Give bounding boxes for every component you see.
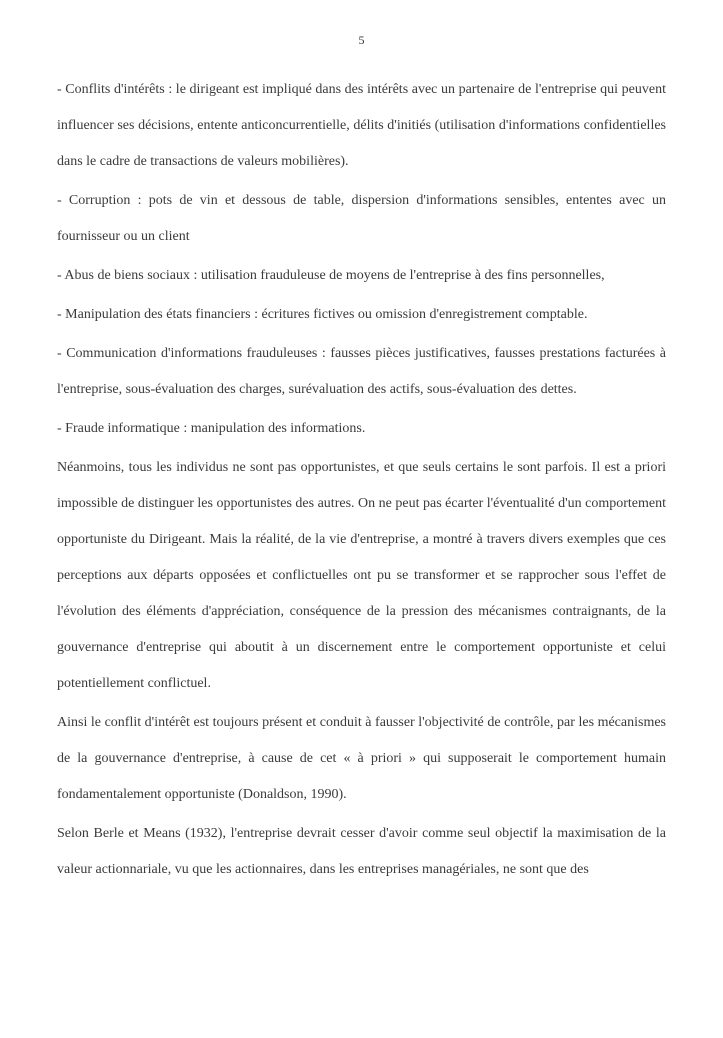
document-body bbox=[57, 72, 666, 891]
paragraph-manipulation-etats: - Manipulation des états financiers : écritures fictives ou omission d'enregistrement comptable. bbox=[57, 307, 588, 322]
paragraph-conflits-interets: - Conflits d'intérêts : le dirigeant est impliqué dans des intérêts avec un partenaire de l'entreprise qui peuvent influencer ses décisions, entente anticoncurrentielle, délits d'initiés (utilisation d'informations confidentielles dans le cadre de transactions de valeurs mobilières). bbox=[57, 82, 666, 169]
page-number: 5 bbox=[358, 33, 365, 47]
paragraph-neanmoins: Néanmoins, tous les individus ne sont pas opportunistes, et que seuls certains le sont parfois. Il est a priori impossible de distinguer les opportunistes des autres. On ne peut pas écarter l'éventualité d'un comportement opportuniste du Dirigeant. Mais la réalité, de la vie d'entreprise, a montré à travers divers exemples que ces perceptions aux départs opposées et conflictuelles ont pu se transformer et se rapprocher sous l'effet de l'évolution des éléments d'appréciation, conséquence de la pression des mécanismes contraignants, de la gouvernance d'entreprise qui aboutit à un discernement entre le comportement opportuniste et celui potentiellement conflictuel. bbox=[57, 460, 666, 691]
paragraph-fraude-informatique: - Fraude informatique : manipulation des informations. bbox=[57, 421, 366, 436]
paragraph-abus-biens-sociaux: - Abus de biens sociaux : utilisation frauduleuse de moyens de l'entreprise à des fins personnelles, bbox=[57, 268, 605, 283]
paragraph-corruption: - Corruption : pots de vin et dessous de table, dispersion d'informations sensibles, ententes avec un fournisseur ou un client bbox=[57, 193, 666, 244]
paragraph-berle-means: Selon Berle et Means (1932), l'entreprise devrait cesser d'avoir comme seul objectif la maximisation de la valeur actionnariale, vu que les actionnaires, dans les entreprises managériales, ne sont que des bbox=[57, 826, 666, 877]
paragraph-communication-frauduleuse: - Communication d'informations frauduleuses : fausses pièces justificatives, fausses prestations facturées à l'entreprise, sous-évaluation des charges, surévaluation des actifs, sous-évaluation des dettes. bbox=[57, 346, 666, 397]
paragraph-ainsi: Ainsi le conflit d'intérêt est toujours présent et conduit à fausser l'objectivité de contrôle, par les mécanismes de la gouvernance d'entreprise, à cause de cet « à priori » qui supposerait le comportement humain fondamentalement opportuniste (Donaldson, 1990). bbox=[57, 715, 666, 802]
